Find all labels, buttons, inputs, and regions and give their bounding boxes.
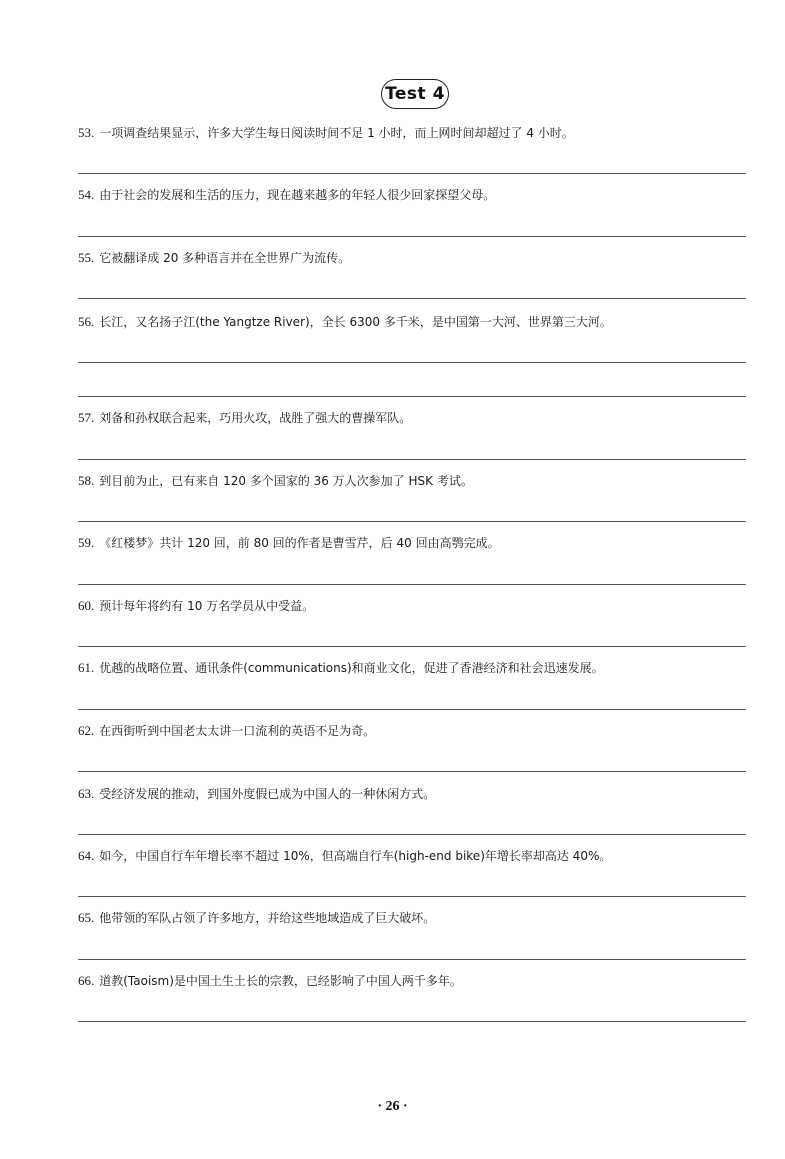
question-58 <box>78 473 473 489</box>
question-57 <box>78 410 411 426</box>
answer-line[interactable] <box>78 298 746 299</box>
question-56 <box>78 314 612 330</box>
question-63 <box>78 786 435 802</box>
question-60 <box>78 598 314 614</box>
question-number: 55. <box>78 250 95 265</box>
question-text: 长江，又名扬子江(the Yangtze River)，全长 6300 多千米，是中国第一大河、世界第三大河。 <box>99 315 612 329</box>
question-54 <box>78 187 495 203</box>
question-text: 在西街听到中国老太太讲一口流利的英语不足为奇。 <box>99 724 376 738</box>
question-number: 62. <box>78 723 95 738</box>
question-number: 64. <box>78 848 95 863</box>
question-text: 《红楼梦》共计 120 回，前 80 回的作者是曹雪芹，后 40 回由高鹗完成。 <box>99 536 500 550</box>
question-text: 优越的战略位置、通讯条件(communications)和商业文化，促进了香港经济和社会迅速发展。 <box>99 661 604 675</box>
test-title-badge: Test 4 <box>381 79 449 109</box>
answer-line[interactable] <box>78 959 746 960</box>
question-number: 54. <box>78 187 95 202</box>
question-number: 56. <box>78 314 95 329</box>
question-59 <box>78 535 500 551</box>
question-text: 由于社会的发展和生活的压力，现在越来越多的年轻人很少回家探望父母。 <box>99 188 496 202</box>
question-number: 65. <box>78 910 95 925</box>
answer-line[interactable] <box>78 896 746 897</box>
answer-line[interactable] <box>78 459 746 460</box>
answer-line[interactable] <box>78 1021 746 1022</box>
answer-line[interactable] <box>78 771 746 772</box>
question-text: 它被翻译成 20 多种语言并在全世界广为流传。 <box>99 251 351 265</box>
answer-line[interactable] <box>78 584 746 585</box>
question-text: 道教(Taoism)是中国土生土长的宗教，已经影响了中国人两千多年。 <box>99 974 462 988</box>
question-number: 57. <box>78 410 95 425</box>
question-text: 一项调查结果显示，许多大学生每日阅读时间不足 1 小时，而上网时间却超过了 4 小时。 <box>99 126 574 140</box>
answer-line[interactable] <box>78 236 746 237</box>
answer-line[interactable] <box>78 362 746 363</box>
question-text: 到目前为止，已有来自 120 多个国家的 36 万人次参加了 HSK 考试。 <box>99 474 473 488</box>
question-number: 61. <box>78 660 95 675</box>
answer-line[interactable] <box>78 646 746 647</box>
answer-line[interactable] <box>78 173 746 174</box>
answer-line[interactable] <box>78 521 746 522</box>
question-62 <box>78 723 375 739</box>
question-text: 预计每年将约有 10 万名学员从中受益。 <box>99 599 315 613</box>
question-text: 受经济发展的推动，到国外度假已成为中国人的一种休闲方式。 <box>99 787 436 801</box>
question-text: 如今，中国自行车年增长率不超过 10%，但高端自行车(high-end bike)年增长率却高达 40%。 <box>99 849 612 863</box>
question-number: 60. <box>78 598 95 613</box>
question-66 <box>78 973 462 989</box>
question-number: 53. <box>78 125 95 140</box>
question-number: 58. <box>78 473 95 488</box>
answer-line[interactable] <box>78 396 746 397</box>
answer-line[interactable] <box>78 709 746 710</box>
question-number: 63. <box>78 786 95 801</box>
answer-line[interactable] <box>78 834 746 835</box>
question-64 <box>78 848 611 864</box>
question-55 <box>78 250 350 266</box>
question-number: 66. <box>78 973 95 988</box>
question-text: 他带领的军队占领了许多地方，并给这些地域造成了巨大破坏。 <box>99 911 436 925</box>
question-text: 刘备和孙权联合起来，巧用火攻，战胜了强大的曹操军队。 <box>99 411 412 425</box>
question-61 <box>78 660 604 676</box>
page-number: · 26 · <box>377 1099 408 1114</box>
question-number: 59. <box>78 535 95 550</box>
question-53 <box>78 125 574 141</box>
question-65 <box>78 910 435 926</box>
